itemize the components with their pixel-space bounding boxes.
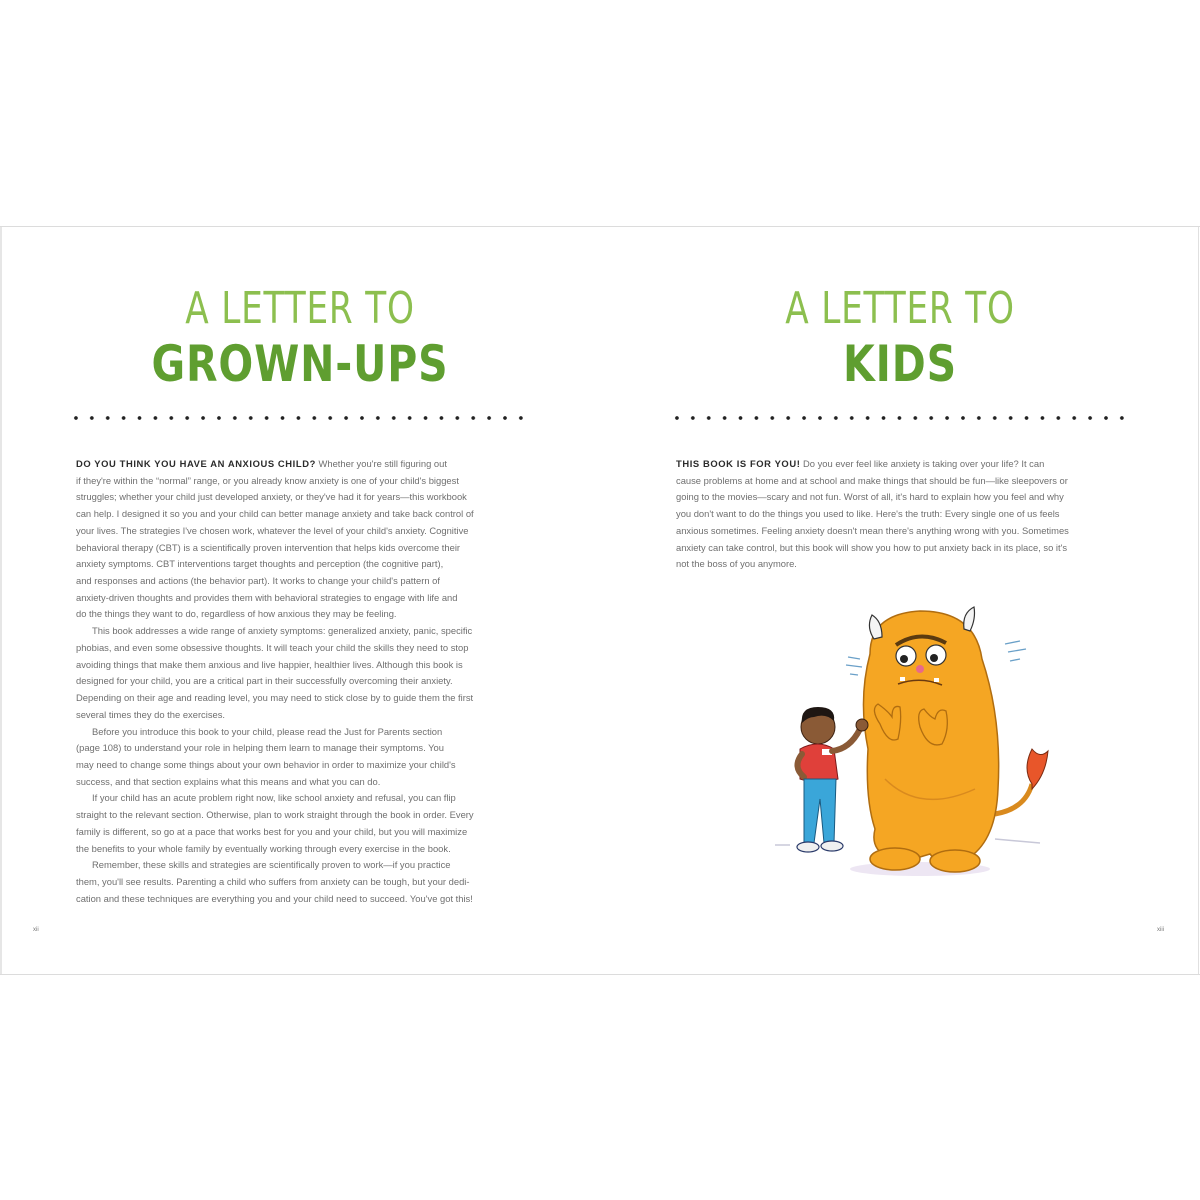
text-line: designed for your child, you are a critical part in their successfully overcoming their anxiety. xyxy=(76,675,453,687)
text-line: several times they do the exercises. xyxy=(76,708,226,720)
text-line: if they're within the “normal” range, or you already know anxiety is one of your child's biggest xyxy=(76,474,459,486)
text-line: If your child has an acute problem right now, like school anxiety and refusal, you can flip xyxy=(92,792,456,804)
text-line: avoiding things that make them anxious and live happier, healthier lives. Although this book is xyxy=(76,658,463,670)
page-number-right: xiii xyxy=(1157,927,1164,933)
text-line: cation and these techniques are everything you and your child need to succeed. You've got this! xyxy=(76,892,473,904)
text-line: phobias, and even some obsessive thoughts. It will teach your child the skills they need to stop xyxy=(76,641,469,653)
text-line: not the boss of you anymore. xyxy=(676,558,797,570)
text-line: success, and that section explains what this means and what you can do. xyxy=(76,775,381,787)
text-line: can help. I designed it so you and your child can better manage anxiety and take back control of xyxy=(76,508,474,520)
dotted-divider xyxy=(68,415,531,421)
dotted-divider xyxy=(669,415,1131,421)
left-body-text xyxy=(76,456,526,907)
boy xyxy=(797,707,868,852)
text-line: behavioral therapy (CBT) is a scientifically proven intervention that helps kids overcome their xyxy=(76,541,461,553)
text-line: straight to the relevant section. Otherwise, plan to work straight through the book in order. Every xyxy=(76,809,474,821)
text-line: This book addresses a wide range of anxiety symptoms: generalized anxiety, panic, specific xyxy=(92,625,473,637)
left-heading-line1: A LETTER TO xyxy=(185,283,415,334)
right-page xyxy=(600,227,1200,974)
text-line: the benefits to your whole family by eventually working through every exercise in the book. xyxy=(76,842,451,854)
text-line: struggles; whether your child just developed anxiety, or they've had it for years—this workbook xyxy=(76,491,467,503)
text-line: Remember, these skills and strategies are scientifically proven to work—if you practice xyxy=(92,859,451,871)
text-line: you don't want to do the things you used to like. Here's the truth: Every single one of us feels xyxy=(676,508,1060,520)
text-line: going to the movies—scary and not fun. Worst of all, it's hard to explain how you feel and why xyxy=(676,491,1064,503)
text-line: Depending on their age and reading level, you may need to stick close by to guide them the first xyxy=(76,692,474,704)
text-line: may need to change some things about your own behavior in order to maximize your child's xyxy=(76,758,456,770)
right-heading-line2: KIDS xyxy=(843,335,957,393)
lead-in: DO YOU THINK YOU HAVE AN ANXIOUS CHILD? xyxy=(76,458,316,469)
text-line: anxiety-driven thoughts and provides them with behavioral strategies to engage with life and xyxy=(76,591,458,603)
left-page xyxy=(0,227,600,974)
text-line: Whether you're still figuring out xyxy=(315,458,447,469)
text-line: anxiety symptoms. CBT interventions target thoughts and perception (the cognitive part), xyxy=(76,558,444,570)
text-line: cause problems at home and at school and make things that should be fun—like sleepovers or xyxy=(676,474,1068,486)
monster xyxy=(846,607,1026,872)
text-line: Do you ever feel like anxiety is taking over your life? It can xyxy=(800,458,1045,469)
book-spread xyxy=(0,226,1200,975)
text-line: anxious sometimes. Feeling anxiety doesn't mean there's anything wrong with you. Sometimes xyxy=(676,524,1069,536)
text-line: Before you introduce this book to your child, please read the Just for Parents section xyxy=(92,725,443,737)
text-line: and responses and actions (the behavior part). It works to change your child's pattern of xyxy=(76,575,440,587)
right-body-text xyxy=(676,456,1126,573)
text-line: (page 108) to understand your role in helping them learn to manage their symptoms. You xyxy=(76,742,444,754)
text-line: anxiety can take control, but this book will show you how to put anxiety back in its place, so it's xyxy=(676,541,1068,553)
text-line: family is different, so go at a pace that works best for you and your child, but you will maximize xyxy=(76,825,468,837)
text-line: your lives. The strategies I've chosen work, whatever the level of your child's anxiety. Cognitive xyxy=(76,524,469,536)
page-number-left: xii xyxy=(33,927,39,933)
right-heading-line1: A LETTER TO xyxy=(785,283,1015,334)
lead-in: THIS BOOK IS FOR YOU! xyxy=(676,458,801,469)
monster-tail xyxy=(995,749,1048,814)
left-heading-line2: GROWN-UPS xyxy=(151,335,449,393)
text-line: do the things they want to do, regardless of how anxious they may be feeling. xyxy=(76,608,397,620)
text-line: them, you'll see results. Parenting a child who suffers from anxiety can be tough, but your dedi- xyxy=(76,875,470,887)
boy-and-monster-illustration xyxy=(770,599,1070,889)
